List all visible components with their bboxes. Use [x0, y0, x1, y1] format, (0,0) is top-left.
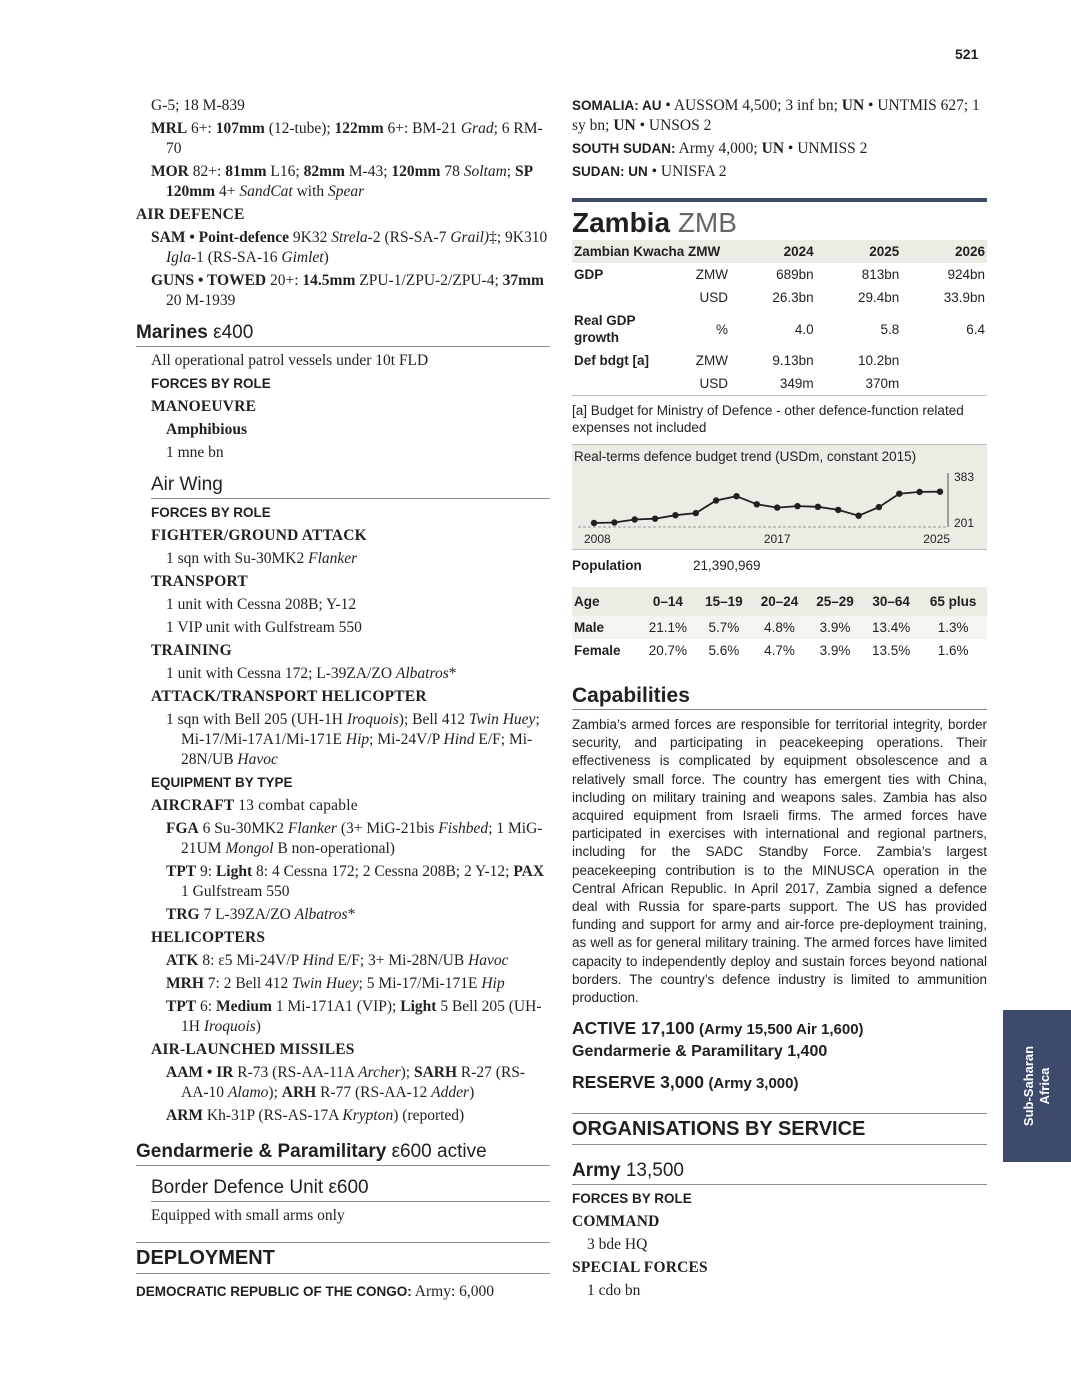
- age-cell: 3.9%: [819, 643, 851, 658]
- chart-point: [591, 520, 597, 526]
- deployment-drc-label: DEMOCRATIC REPUBLIC OF THE CONGO:: [136, 1284, 412, 1299]
- army-title: Army: [572, 1160, 621, 1182]
- age-header-cell: Age: [572, 587, 640, 616]
- chart-point: [632, 516, 638, 522]
- chart-point: [815, 504, 821, 510]
- air-wing-line: MRH 7: 2 Bell 412 Twin Huey; 5 Mi-17/Mi-171E Hip: [166, 975, 505, 992]
- chart-y-tick-label: 201: [954, 516, 975, 530]
- chart-point: [672, 512, 678, 518]
- chart-point: [713, 497, 719, 503]
- capabilities-heading: Capabilities: [572, 684, 987, 710]
- age-cell: 1.3%: [919, 616, 987, 639]
- age-cell: Female: [574, 643, 621, 658]
- trend-chart-svg: [572, 445, 987, 549]
- equipment-line: SAM • Point-defence 9K32 Strela-2 (RS-SA-7 Grail)‡; 9K310 Igla-1 (RS-SA-16 Gimlet): [151, 229, 548, 266]
- marines-note: All operational patrol vessels under 10t FLD: [151, 352, 429, 369]
- age-header-row: [572, 587, 987, 616]
- age-cell: Male: [572, 616, 640, 639]
- air-wing-title: Air Wing: [151, 474, 223, 495]
- age-cell: 3.9%: [807, 616, 863, 639]
- age-cell: 13.5%: [871, 643, 911, 658]
- air-wing-line: FORCES BY ROLE: [151, 505, 271, 520]
- chart-point: [774, 504, 780, 510]
- air-wing-line: 1 unit with Cessna 208B; Y-12: [166, 596, 357, 613]
- air-wing-line: ATK 8: ε5 Mi-24V/P Hind E/F; 3+ Mi-28N/UB Havoc: [166, 952, 509, 969]
- army-line: FORCES BY ROLE: [572, 1191, 692, 1207]
- gendarmerie-strength: ε600 active: [391, 1141, 487, 1162]
- army-strength: 13,500: [625, 1160, 684, 1182]
- army-forces-list: [572, 1189, 987, 1301]
- active-label: ACTIVE 17,100: [572, 1018, 695, 1039]
- reserve-strength: [572, 1071, 987, 1095]
- chart-point: [733, 493, 739, 499]
- chart-title: Real-terms defence budget trend (USDm, constant 2015): [574, 449, 917, 464]
- population-value: 21,390,969: [693, 558, 761, 573]
- gendarmerie-title: Gendarmerie & Paramilitary: [136, 1141, 387, 1162]
- econ-value: 6.4: [966, 321, 985, 337]
- deployment-line: SOMALIA: AU • AUSSOM 4,500; 3 inf bn; UN • UNTMIS 627; 1 sy bn; UN • UNSOS 2: [572, 97, 980, 134]
- econ-row: [572, 309, 987, 349]
- econ-value: 349m: [730, 372, 816, 396]
- air-wing-line: TRAINING: [151, 642, 232, 659]
- econ-unit: ZMW: [695, 267, 728, 282]
- army-heading: [572, 1159, 987, 1185]
- equipment-line: MRL 6+: 107mm (12-tube); 122mm 6+: BM-21 Grad; 6 RM-70: [151, 120, 543, 157]
- age-cell: 4.8%: [752, 616, 808, 639]
- chart-y-tick-label: 383: [954, 470, 975, 484]
- econ-value: 29.4bn: [858, 290, 900, 305]
- chart-point: [937, 489, 943, 495]
- age-cell: 21.1%: [640, 616, 697, 639]
- air-wing-line: TPT 9: Light 8: 4 Cessna 172; 2 Cessna 208B; 2 Y-12; PAX 1 Gulfstream 550: [166, 863, 545, 900]
- econ-value: 10.2bn: [858, 353, 900, 368]
- deployment-list-continued: [572, 96, 987, 182]
- econ-label: Def bdgt [a]: [574, 353, 649, 368]
- air-wing-line: TRG 7 L-39ZA/ZO Albatros*: [166, 906, 356, 923]
- air-wing-line: HELICOPTERS: [151, 929, 266, 946]
- econ-row: [572, 372, 987, 396]
- econ-value: 813bn: [861, 267, 900, 282]
- age-cell: 1.6%: [937, 643, 969, 658]
- air-wing-line: TPT 6: Medium 1 Mi-171A1 (VIP); Light 5 Bell 205 (UH-1H Iroquois): [166, 998, 542, 1035]
- deployment-heading: DEPLOYMENT: [136, 1242, 550, 1274]
- population-label: Population: [572, 558, 642, 573]
- equipment-line: G-5; 18 M-839: [151, 97, 245, 114]
- marines-manoeuvre: MANOEUVRE: [151, 398, 257, 415]
- active-detail: (Army 15,500 Air 1,600): [699, 1021, 864, 1039]
- econ-row: [572, 349, 987, 372]
- reserve-label: RESERVE 3,000: [572, 1072, 704, 1093]
- air-wing-line: TRANSPORT: [151, 573, 248, 590]
- page-number: 521: [955, 46, 979, 62]
- marines-forces-by-role: FORCES BY ROLE: [151, 376, 271, 391]
- air-wing-line: AIR-LAUNCHED MISSILES: [151, 1041, 355, 1058]
- econ-year: 2025: [816, 240, 902, 263]
- marines-unit: 1 mne bn: [166, 444, 224, 461]
- gendarmerie-heading: [136, 1140, 550, 1166]
- econ-value: [901, 372, 987, 396]
- econ-value: 4.0: [794, 321, 814, 337]
- chart-point: [855, 513, 861, 519]
- organisations-heading: ORGANISATIONS BY SERVICE: [572, 1113, 987, 1145]
- econ-year: 2024: [730, 240, 816, 263]
- deployment-line: SUDAN: UN • UNISFA 2: [572, 163, 727, 180]
- econ-unit: %: [715, 321, 728, 337]
- equipment-line: GUNS • TOWED 20+: 14.5mm ZPU-1/ZPU-2/ZPU-4; 37mm 20 M-1939: [151, 272, 544, 309]
- country-code: ZMB: [677, 207, 737, 238]
- marines-strength: ε400: [213, 322, 254, 343]
- capabilities-text: Zambia’s armed forces are responsible for territorial integrity, border security, and participating in peacekeeping operations. Their effectiveness is complicated by equipment obsolescence and a relatively small force. The country has emergent ties with China, including on military training and weapons sales. Zambia has also acquired equipment from Israeli firms. The armed forces have participated in exercises with international and regional partners, including for the SADC Standby Force. Zambia’s largest peacekeeping contribution is to the MINUSCA operation in the Central African Republic. In April 2017, Zambia signed a defence deal with Russia for spare-parts support. The US has provided funding and support for army and air-force pre-deployment training, as well as for general military training. The armed forces have limited capacity to independently deploy and sustain forces beyond national borders. The country’s defence industry is limited to ammunition production.: [572, 717, 987, 1006]
- age-row: [572, 639, 987, 662]
- budget-note: [a] Budget for Ministry of Defence - other defence-function related expenses not included: [572, 403, 964, 435]
- chart-x-tick-label: 2017: [763, 532, 791, 546]
- chart-point: [794, 503, 800, 509]
- army-line: COMMAND: [572, 1213, 660, 1231]
- chart-x-tick-label: 2008: [584, 532, 611, 546]
- chart-point: [876, 504, 882, 510]
- marines-heading: [136, 321, 550, 347]
- econ-value: 5.8: [880, 321, 900, 337]
- air-wing-line: 1 sqn with Bell 205 (UH-1H Iroquois); Bell 412 Twin Huey; Mi-17/Mi-17A1/Mi-171E Hip; Mi-24V/P Hind E/F; Mi-28N/UB Havoc: [166, 711, 540, 768]
- chart-point: [754, 501, 760, 507]
- air-wing-line: EQUIPMENT BY TYPE: [151, 775, 293, 790]
- econ-row: [572, 263, 987, 286]
- econ-header-row: [572, 240, 987, 263]
- reserve-detail: (Army 3,000): [708, 1075, 799, 1093]
- air-wing-heading: [151, 473, 550, 499]
- country-name: Zambia: [572, 207, 671, 238]
- air-wing-line: AIRCRAFT 13 combat capable: [151, 797, 358, 814]
- age-header-cell: 30–64: [863, 587, 920, 616]
- region-side-tab: [1003, 1010, 1071, 1162]
- econ-unit: USD: [699, 290, 728, 305]
- chart-point: [693, 510, 699, 516]
- air-wing-list: [136, 503, 550, 1126]
- econ-value: 689bn: [776, 267, 814, 282]
- air-wing-line: 1 sqn with Su-30MK2 Flanker: [166, 550, 358, 567]
- age-header-cell: 20–24: [752, 587, 808, 616]
- econ-row: [572, 286, 987, 309]
- marines-amphibious: Amphibious: [166, 421, 247, 438]
- air-wing-line: ARM Kh-31P (RS-AS-17A Krypton) (reported): [166, 1107, 465, 1124]
- region-side-tab-label: [1021, 1046, 1053, 1126]
- defence-budget-trend-chart: [572, 444, 987, 550]
- army-line: SPECIAL FORCES: [572, 1259, 708, 1277]
- econ-currency: Zambian Kwacha ZMW: [572, 240, 730, 263]
- population-row: [572, 558, 987, 573]
- econ-value: 26.3bn: [772, 290, 814, 305]
- econ-value: 370m: [816, 372, 902, 396]
- age-header-cell: 65 plus: [919, 587, 987, 616]
- region-tab-line2: Africa: [1037, 1067, 1052, 1105]
- air-wing-line: FGA 6 Su-30MK2 Flanker (3+ MiG-21bis Fishbed; 1 MiG-21UM Mongol B non-operational): [166, 820, 543, 857]
- air-wing-line: FIGHTER/GROUND ATTACK: [151, 527, 367, 544]
- econ-unit: ZMW: [695, 353, 728, 368]
- age-row: [572, 616, 987, 639]
- econ-label: [572, 372, 686, 396]
- chart-point: [916, 489, 922, 495]
- active-gendarmerie-text: Gendarmerie & Paramilitary 1,400: [572, 1043, 828, 1061]
- age-table: [572, 587, 987, 662]
- army-line: 1 cdo bn: [587, 1282, 641, 1300]
- econ-label: GDP: [574, 267, 604, 282]
- army-line: 3 bde HQ: [587, 1236, 648, 1254]
- econ-unit: USD: [686, 372, 730, 396]
- age-cell: 13.4%: [863, 616, 920, 639]
- age-cell: 20.7%: [648, 643, 687, 658]
- air-wing-line: AAM • IR R-73 (RS-AA-11A Archer); SARH R-27 (RS-AA-10 Alamo); ARH R-77 (RS-AA-12 Adder): [166, 1064, 526, 1101]
- econ-year: 2026: [901, 240, 987, 263]
- economic-table: [572, 240, 987, 396]
- army-equipment-continued: [136, 96, 550, 311]
- right-column: [572, 96, 987, 1304]
- air-wing-line: 1 unit with Cessna 172; L-39ZA/ZO Albatros*: [166, 665, 457, 682]
- chart-point: [611, 519, 617, 525]
- deployment-drc-value: Army: 6,000: [414, 1283, 494, 1300]
- country-heading: [572, 198, 987, 240]
- age-header-cell: 15–19: [696, 587, 752, 616]
- chart-series-line: [594, 492, 940, 523]
- left-column: [136, 96, 550, 1305]
- deployment-line: SOUTH SUDAN: Army 4,000; UN • UNMISS 2: [572, 140, 868, 157]
- econ-value: 9.13bn: [772, 353, 814, 368]
- econ-label: Real GDP growth: [574, 313, 636, 345]
- active-gendarmerie: [572, 1041, 987, 1063]
- age-cell: 4.7%: [764, 643, 795, 658]
- econ-value: 924bn: [947, 267, 985, 282]
- age-header-cell: 25–29: [807, 587, 863, 616]
- border-unit-strength: ε600: [328, 1177, 369, 1198]
- equipment-line: AIR DEFENCE: [136, 206, 245, 223]
- border-unit-heading: [151, 1176, 550, 1202]
- chart-point: [835, 507, 841, 513]
- age-cell: 5.7%: [696, 616, 752, 639]
- marines-title: Marines: [136, 322, 208, 343]
- chart-point: [896, 491, 902, 497]
- age-header-cell: 0–14: [640, 587, 697, 616]
- air-wing-line: ATTACK/TRANSPORT HELICOPTER: [151, 688, 427, 705]
- region-tab-line1: Sub-Saharan: [1021, 1045, 1036, 1127]
- border-unit-note: Equipped with small arms only: [151, 1207, 345, 1224]
- equipment-line: MOR 82+: 81mm L16; 82mm M-43; 120mm 78 Soltam; SP 120mm 4+ SandCat with Spear: [151, 163, 533, 200]
- econ-label: [572, 286, 686, 309]
- econ-value: [901, 349, 987, 372]
- age-cell: 5.6%: [708, 643, 740, 658]
- chart-x-tick-label: 2025: [923, 532, 950, 546]
- border-unit-title: Border Defence Unit: [151, 1177, 324, 1198]
- deployment-drc: [136, 1282, 550, 1302]
- active-strength: [572, 1017, 987, 1041]
- chart-point: [652, 516, 658, 522]
- air-wing-line: 1 VIP unit with Gulfstream 550: [166, 619, 362, 636]
- econ-value: 33.9bn: [943, 290, 985, 305]
